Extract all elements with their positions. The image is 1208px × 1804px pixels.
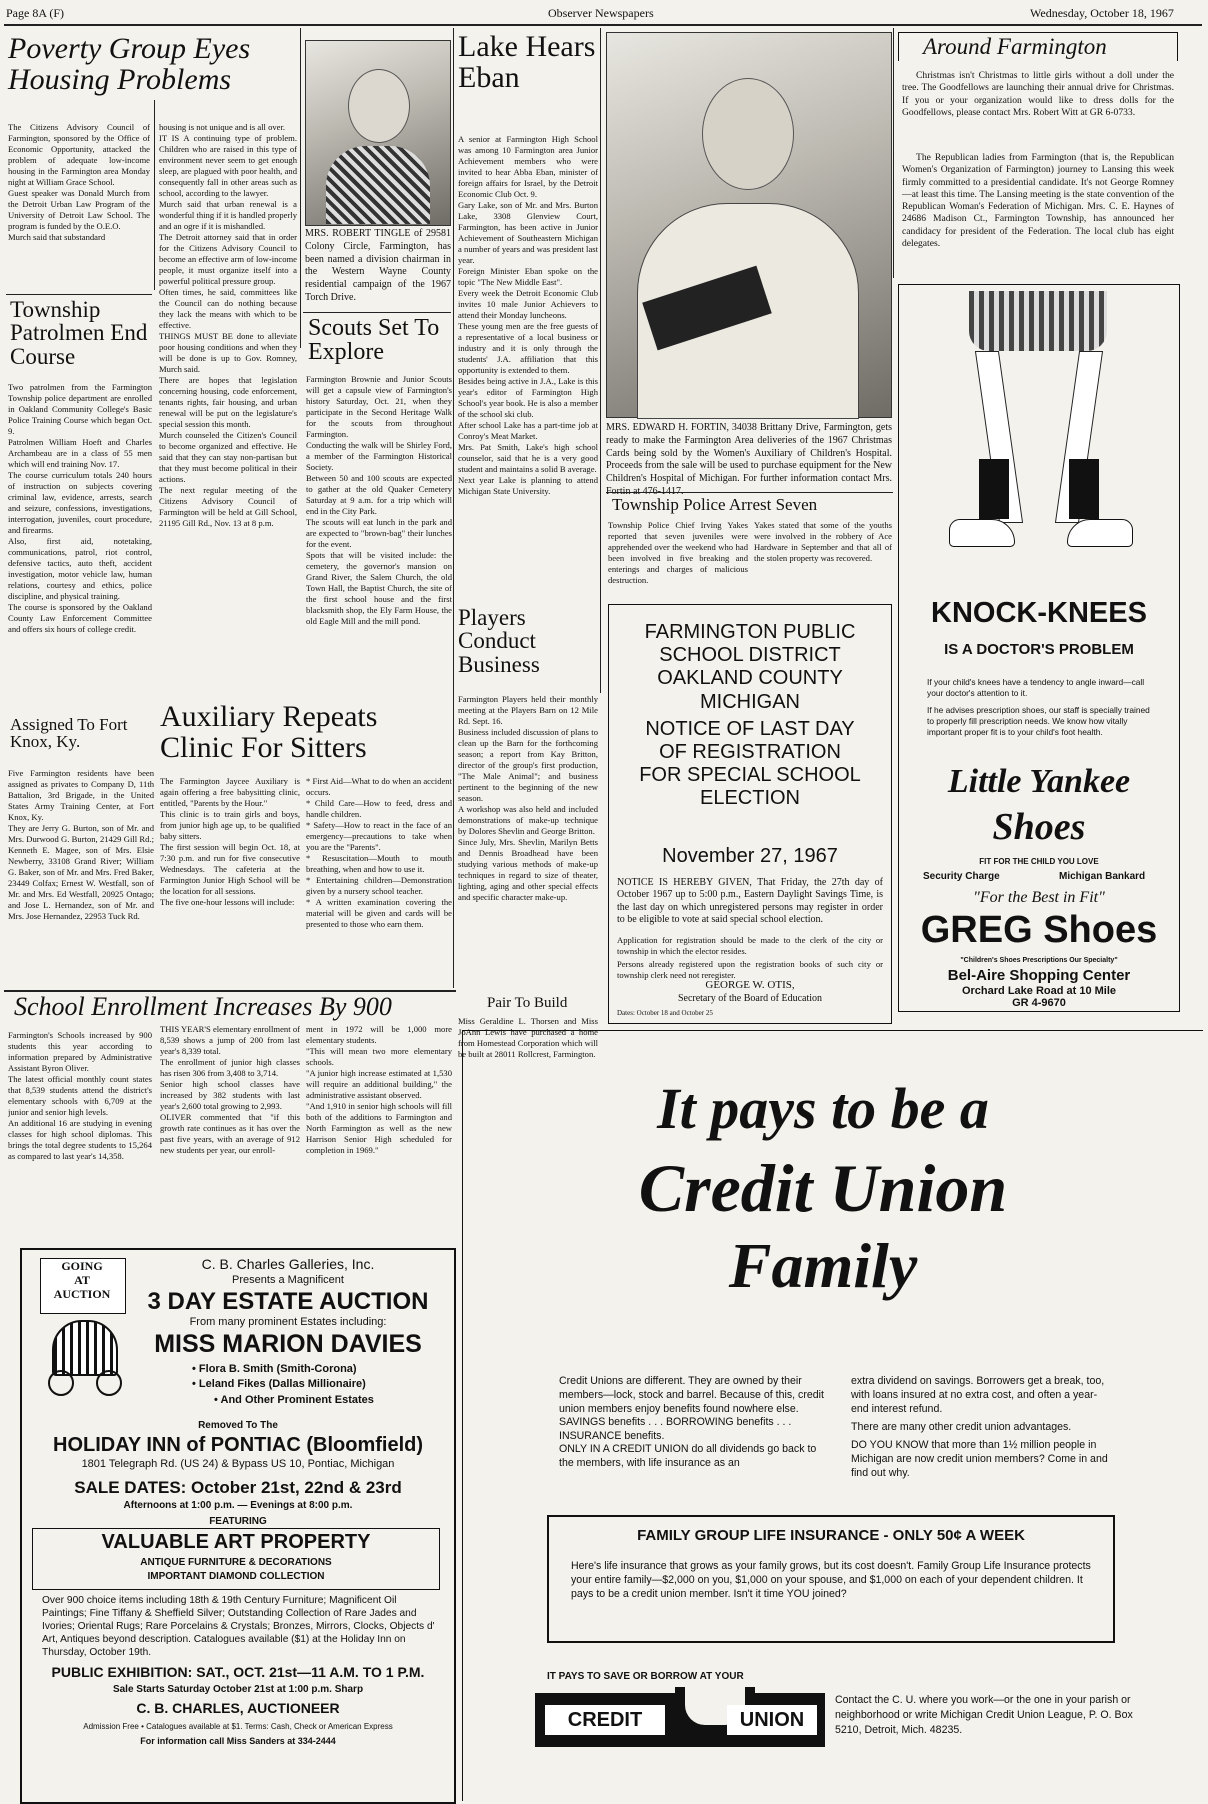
store-address: Orchard Lake Road at 10 Mile <box>961 985 1117 997</box>
shoe-ad-paragraph-1: If your child's knees have a tendency to angle inward—call your doctor's attention to it. <box>927 677 1145 698</box>
fortin-caption: MRS. EDWARD H. FORTIN, 34038 Brittany Drive, Farmington, gets ready to make the Farmington Area deliveries of the 1967 Christmas Cards being sold by the Women's Auxiliary of Children's Hospital. Proceeds from the sale will be used to purchase equipment for the New Children's Hospital of Michigan. For further information contact Mrs. <box>606 422 892 485</box>
knox-text: Five Farmington residents have been assigned as privates to Company D, 11th Battalion, 3rd Brigade, in the United States Army Training Center, at Fort Knox, Ky. They are Jerry G. Burton, son of Mr. and Mrs. Durwood G. Burton, 21429 Gill Rd.; Kenneth E. Magee, son of Mrs. Elsie Newberry, 33108 Grand River; William G. Baker, son of Mr. and Mrs. Fred Baker, 23449 Colfax; Ernest W. Westfall, son of Mr. and Mrs. Ed Westfall, 20925 Ontago; and Jose L. Hernandez, son of Mr. and Mrs. Jose Hernandez, 22953 Tuck Rd. <box>8 768 154 921</box>
cu-headline-2: Credit Union <box>638 1150 1008 1226</box>
paper-name: Observer Newspapers <box>548 6 654 20</box>
auction-starts: Sale Starts Saturday October 21st at 1:00 p.m. Sharp <box>112 1684 364 1695</box>
cu-logo <box>535 1693 825 1747</box>
township-text: Two patrolmen from the Farmington Township police department are enrolled in Oakland Community College's Basic Police Training Course which began Oct. 9. Patrolmen William Hoeft and Charles Archambeau are in a class of 55 men which will end training Nov. 17. The course curriculum totals 240 hours of instruction on subjects covering criminal law, evidence, arrests, search and seizure, confessions, investigations, interrogation, juveniles, court procedure, and firearms. Also, first aid, notetaking, communications, patrol, riot control, defensive tactics, auto theft, accident investigation, motor vehicle law, human relations, courtesy and ethics, police discipline, and physical training. The course is sponsored by the Oakland County Law Enforcement Committee and offers six hours of college credit. <box>8 382 152 634</box>
estate-bullet-1: • Flora B. Smith (Smith-Corona) <box>192 1363 357 1375</box>
credit-union-ad <box>462 1030 1203 1801</box>
notice-run-dates: Dates: October 18 and October 25 <box>617 1009 713 1017</box>
notice-signer: GEORGE W. OTIS, <box>705 979 795 991</box>
cu-logo-right: UNION <box>727 1705 817 1735</box>
auction-details: Over 900 choice items including 18th & 19th Century Furniture; Magnificent Oil Paintings; Fine Tiffany & Sheffield Silver; Outstanding Collection of Rare Jades and Ivories; Oriental Rugs; Rare Porcelains & Crystals; Bronzes, Mirrors, Clocks, Objects d' Art, Antiques beyond description. Catalogues available ($1) at the Holiday Inn on Thursday, October 19th. <box>42 1595 435 1659</box>
auction-admission: Admission Free • Catalogues available at $1. Terms: Cash, Check or American Express <box>83 1722 393 1731</box>
players-headline: Players Conduct Business <box>458 605 540 677</box>
cu-right-text: extra dividend on savings. Borrowers get a break, too, with loans insured at no extra cost, and often a year-end interest refund. <box>851 1375 1105 1415</box>
issue-date: Wednesday, October 18, 1967 <box>1030 6 1174 20</box>
shoe-ad-paragraph-2: If he advises prescription shoes, our staff is specially trained to properly fill prescription needs. We know how vitally important proper fit is to your child's foot health. <box>927 705 1150 737</box>
around-header-box <box>898 32 1178 61</box>
pair-text: Miss Geraldine L. Thorsen and Miss JoAnn Lewis have purchased a home from Homestead Corporation which will be built at 28011 Rollcrest, Farmington. <box>458 1016 598 1059</box>
auction-info: For information call Miss Sanders at 334-2444 <box>140 1736 336 1746</box>
estate-bullet-3: • And Other Prominent Estates <box>214 1393 374 1406</box>
cu-insurance-box <box>547 1515 1115 1643</box>
shoe-ad-headline: KNOCK-KNEES <box>931 597 1147 629</box>
around-paragraph-2: The Republican ladies from Farmington (that is, the Republican Women's Organization of Farmington) journey to Lansing this week firmly committed to a presidential candidate. It's not George Romney—at least this time. The Lansing meeting is the state convention of the Republican Woman's Federation of Michigan. Mrs. C. E. Haynes of 24686 Madison Ct., Farmington Township, has announced her candidacy for president of the Federation. The local club has eight delegates. <box>902 152 1174 249</box>
store-phone: GR 4-9670 <box>1012 997 1066 1009</box>
auction-removed: Removed To The <box>198 1420 278 1431</box>
cu-left-text-2: ONLY IN A CREDIT UNION do all dividends go back to the members, with life insurance as an <box>559 1443 817 1469</box>
cu-headline-3: Family <box>728 1230 918 1301</box>
auction-badge <box>30 1258 136 1398</box>
auctioneer: C. B. CHARLES, AUCTIONEER <box>136 1700 340 1716</box>
enrollment-col3: ment in 1972 will be 1,000 more elementary students. "This will mean two more elementary schools. "A junior high increase estimated at 1,530 will require an additional building," the administrative assistant observed. "And 1,910 in senior high schools will fill both of the additions to Farmington and North Farmington as well as the new Harrison Senior High scheduled for completion in 1969." <box>306 1024 452 1155</box>
poverty-headline: Poverty Group Eyes Housing Problems <box>8 32 251 96</box>
store-name: GREG Shoes <box>920 909 1158 951</box>
around-paragraph-1: Christmas isn't Christmas to little girls without a doll under the tree. The Goodfellows are launching their annual drive for Christmas. If you or your organization would like to dress dolls for the Goodfellows, please contact Mrs. Robert Witt at GR 6-0733. <box>902 70 1174 118</box>
police-col2: Yakes stated that some of the youths were involved in the robbery of Ace Hardware in September and that all of the stolen property was recovered. <box>754 520 892 563</box>
enrollment-col1: Farmington's Schools increased by 900 students this year according to information prepared by Administrative Assistant Byron Oliver. The latest official monthly count states that 8,539 students attend the district's elementary schools with 6,709 at the junior and senior high levels. An additional 16 are studying in evening classes for high school diplomas. This brings the total degree students to 15,264 as compared to last year's 14,358. <box>8 1030 152 1161</box>
registration-notice <box>608 604 892 1024</box>
estate-bullet-2: • Leland Fikes (Dallas Millionaire) <box>192 1378 366 1391</box>
auction-venue-address: 1801 Telegraph Rd. (US 24) & Bypass US 10, Pontiac, Michigan <box>81 1458 395 1470</box>
auction-venue: HOLIDAY INN of PONTIAC (Bloomfield) <box>53 1434 423 1456</box>
knox-headline: Assigned To Fort Knox, Ky. <box>10 715 128 752</box>
gallery-name: C. B. Charles Galleries, Inc. <box>201 1256 375 1272</box>
estate-name: MISS MARION DAVIES <box>154 1330 422 1358</box>
enrollment-col2: THIS YEAR'S elementary enrollment of 8,539 shows a jump of 200 from last year's 8,339 total. The enrollment of junior high classes has risen 306 from 3,408 to 3,714. Senior high school classes have increased by 382 students with last year's 2,600 total growing to 2,993. OLIVER commented that "if this growth rate continues as it has over the past five years, with an average of 912 new students per year, our enroll- <box>160 1024 300 1155</box>
auxiliary-col1: The Farmington Jaycee Auxiliary is again offering a free babysitting clinic, entitled, "Parents by the Hour." This clinic is to train girls and boys, from junior high age up, to be qualified baby sitters. The first session will begin Oct. 18, at 7:30 p.m. and run for five consecutive Wednesdays. The cafeteria at the Farmington Junior High School will be the location for all sessions. The five one-hour lessons will include: <box>160 776 300 907</box>
auction-title: 3 DAY ESTATE AUCTION <box>147 1288 429 1315</box>
poverty-col1: The Citizens Advisory Council of Farmington, sponsored by the Office of Economic Opportunity, attacked the problem of adequate low-income housing in the Farmington area Monday night at William Grace School. Guest speaker was Donald Murch from the Detroit Urban Law Program of the University of Detroit Law School. The program is funded by the O.E.O. Murch said that substandard <box>8 122 150 242</box>
poverty-col2: housing is not unique and is all over. IT IS A continuing type of problem. Children who are raised in this type of environment never seem to get enough sleep, are plagued with poor health, and consequently fall in other areas such as school, according to the lawyer. Murch said that urban renewal is a wonderful thing if it is handled properly and an ogre if it is mishandled. The Detroit attorney said that in order for the Citizens Advisory Council to become an effective arm of low-income people, it must organize itself into a powerful political pressure group. Often times, he said, committees like the Council can do nothing because they lack the means with which to be effective. THINGS MUST BE done to alleviate poor housing conditions and when they will be done is up to Gov. Romney, Murch said. There are hopes that legislation concerning housing, code enforcement, tenants rights, fair housing, and urban renewal will be put on the legislature's special session this month. Murch counseled the Citizen's Council to become organized and effective. He said that they can stay non-partisan but that they must become political in their actions. The next regular meeting of the Citizens Advisory Council of Farmington will be held at Gill School, 21195 Gill Rd., Nov. 13 at 8 p.m. <box>159 122 297 528</box>
cu-right-text-3: DO YOU KNOW that more than 1½ million people in Michigan are now credit union members? Come in and find out why. <box>851 1439 1108 1479</box>
cu-contact: Contact the C. U. where you work—or the one in your parish or neighborhood or write Michigan Credit Union League, P. O. Box 5210, Detroit, Mich. 48235. <box>835 1694 1133 1736</box>
lake-text: A senior at Farmington High School was among 10 Farmington area Junior Achievement members who were invited to hear Abba Eban, minister of foreign affairs for Israel, by the Detroit Economic Club Oct. 9. Gary Lake, son of Mr. and Mrs. Burton Lake, 3308 Glenview Court, Farmington, has been active in Junior Achievement of Southeastern Michigan a number of years and was president last year. Foreign Minister Eban spoke on the topic "The New Middle East". Every week the Detroit Economic Club invites 10 male Junior Achievers to attend their Monday luncheons. These young men are the free guests of a representative of a local business or industry and it is only through the students' J.A. affiliation that this opportunity is extended to them. Besides being active in J.A., Lake is this year's editor of Farmington High School's year book. He is also a member of the school ski club. After school Lake has a part-time job at Conroy's Meat Market. Mrs. Pat Smith, Lake's high school counselor, said that he is a very good student and maintains a solid B average. Next year Lake is planning to attend Michigan State University. <box>458 134 598 496</box>
notice-title: FARMINGTON PUBLIC SCHOOL DISTRICT OAKLAND COUNTY MICHIGAN NOTICE OF LAST DAY OF REGISTRATION FOR SPECIAL SCHOOL ELECTION <box>639 621 861 810</box>
pair-headline: Pair To Build <box>487 995 568 1011</box>
enrollment-headline: School Enrollment Increases By 900 <box>14 992 392 1021</box>
cu-insurance-text: Here's life insurance that grows as your family grows, but its cost doesn't. Family Group Life Insurance protects your entire family—$2,000 on you, $1,000 on your spouse, and $1,000 on each of your dependent children. It pays to be a credit union member. Isn't it time YOU joined? <box>571 1560 1091 1601</box>
cu-left-text: Credit Unions are different. They are owned by their members—lock, stock and barrel. Because of this, credit union members enjoy benefits found nowhere else. SAVINGS benefits . . . BORROWING benefits . . . INSURANCE benefits. <box>559 1375 824 1443</box>
cu-insurance-title: FAMILY GROUP LIFE INSURANCE - ONLY 50¢ A WEEK <box>637 1527 1025 1544</box>
knees-illustration <box>909 291 1167 571</box>
tingle-photo <box>305 40 451 226</box>
property-antique: ANTIQUE FURNITURE & DECORATIONS <box>140 1557 332 1568</box>
store-center: Bel-Aire Shopping Center <box>947 967 1131 984</box>
notice-paragraph-2: Application for registration should be made to the clerk of the city or township in which the elector resides. <box>617 935 883 956</box>
property-diamond: IMPORTANT DIAMOND COLLECTION <box>147 1571 325 1582</box>
auction-from: From many prominent Estates including: <box>189 1316 387 1328</box>
fortin-photo <box>606 32 892 418</box>
around-headline: Around Farmington <box>923 34 1107 59</box>
shoe-brand-logo: Little Yankee <box>947 763 1131 800</box>
notice-signer-title: Secretary of the Board of Education <box>677 993 823 1004</box>
page-number: Page 8A (F) <box>6 6 64 20</box>
tingle-caption: MRS. ROBERT TINGLE of 29581 Colony Circle, Farmington, has been named a division chairman in the Western Wayne County residential campaign of the 1967 Torch Drive. <box>305 228 451 303</box>
cu-logo-left: CREDIT <box>545 1705 665 1735</box>
scouts-headline: Scouts Set To Explore <box>308 315 440 366</box>
shoe-slogan: "For the Best in Fit" <box>973 889 1105 906</box>
charge-bankard: Michigan Bankard <box>1059 871 1146 882</box>
charge-security: Security Charge <box>923 871 1000 882</box>
township-headline: Township Patrolmen End Course <box>10 297 148 369</box>
auction-times: Afternoons at 1:00 p.m. — Evenings at 8:00 p.m. <box>123 1500 353 1511</box>
auction-ad <box>20 1248 456 1804</box>
police-col1: Township Police Chief Irving Yakes reported that seven juveniles were apprehended over the weekend who had been involved in five breaking and enterings and charges of malicious destruction. <box>608 520 748 585</box>
cu-right-text-2: There are many other credit union advantages. <box>851 1421 1072 1433</box>
auction-presents: Presents a Magnificent <box>232 1274 344 1286</box>
shoe-tagline: FIT FOR THE CHILD YOU LOVE <box>979 857 1099 866</box>
shoe-ad <box>898 284 1180 1012</box>
property-box <box>32 1528 440 1590</box>
badge-line-2: AT <box>74 1272 90 1287</box>
police-headline: Township Police Arrest Seven <box>612 495 818 514</box>
scouts-text: Farmington Brownie and Junior Scouts will get a capsule view of Farmington's history Saturday, Oct. 21, when they participate in the Second Heritage Walk for the scouts from throughout Farmington. Conducting the walk will be Shirley Ford, a member of the Farmington Historical Society. Between 50 and 100 scouts are expected to gather at the old Quaker Cemetery Saturday at 9 a.m. for a trip which will end in the City Park. The scouts will eat lunch in the park and are expected to "brown-bag" their lunches for the event. Spots that will be visited include: the cemetery, the governor's mansion on Grand River, the Salem Church, the old Town Hall, the Baptist Church, the site of the first school house and the first blacksmith shop, the Ely Farm House, the old Eagle Mill and the mill pond. <box>306 374 452 626</box>
badge-line-3: AUCTION <box>53 1286 111 1301</box>
property-title: VALUABLE ART PROPERTY <box>101 1531 371 1553</box>
cu-save-text: IT PAYS TO SAVE OR BORROW AT YOUR <box>547 1671 744 1682</box>
auction-exhibition: PUBLIC EXHIBITION: SAT., OCT. 21st—11 A.M. TO 1 P.M. <box>51 1664 425 1680</box>
notice-date: November 27, 1967 <box>662 845 838 867</box>
store-subtitle: "Children's Shoes Prescriptions Our Specialty" <box>960 957 1118 964</box>
shoe-ad-subhead: IS A DOCTOR'S PROBLEM <box>944 641 1134 658</box>
auction-featuring: FEATURING <box>209 1516 267 1527</box>
lake-headline: Lake Hears Eban <box>458 30 596 94</box>
shoe-brand-logo-2: Shoes <box>992 806 1086 848</box>
auxiliary-col2: * First Aid—What to do when an accident occurs. * Child Care—How to feed, dress and handle children. * Safety—How to react in the face of an emergency—precautions to take when you are the "Parents". * Resuscitation—Mouth to mouth breathing, when and how to use it. * Entertaining children—Demonstration given by a nursery school teacher. * A written examination covering the material will be given and cards will be presented to those who earn them. <box>306 776 452 929</box>
auxiliary-headline: Auxiliary Repeats Clinic For Sitters <box>160 700 378 764</box>
auction-dates: SALE DATES: October 21st, 22nd & 23rd <box>74 1478 402 1497</box>
cu-headline-1: It pays to be a <box>657 1076 989 1141</box>
notice-paragraph-3: Persons already registered upon the registration books of such city or township clerk need not reregister. <box>617 959 883 980</box>
players-text: Farmington Players held their monthly meeting at the Players Barn on 12 Mile Rd. Sept. 16. Business included discussion of plans to clean up the Barn for the forthcoming season; a report from Kay Britton, director of the group's first production, "The Male Animal"; and business pertinent to the beginning of the new season. A workshop was also held and included demonstrations of make-up technique by Dolores Shevlin and George Britton. Since July, Mrs. Shevlin, Marilyn Betts and Dennis Broadhead have been studying various methods of make-up techniques in regard to size of theater, lighting, aging and other special effects and specific character make-up. <box>458 694 598 902</box>
notice-paragraph: NOTICE IS HEREBY GIVEN, That Friday, the 27th day of October 1967 up to 5:00 p.m., Eastern Daylight Savings Time, is the last day on which unregistered persons may register in order to be eligible to vote at said special school election. <box>617 877 883 926</box>
badge-line-1: GOING <box>61 1259 103 1273</box>
